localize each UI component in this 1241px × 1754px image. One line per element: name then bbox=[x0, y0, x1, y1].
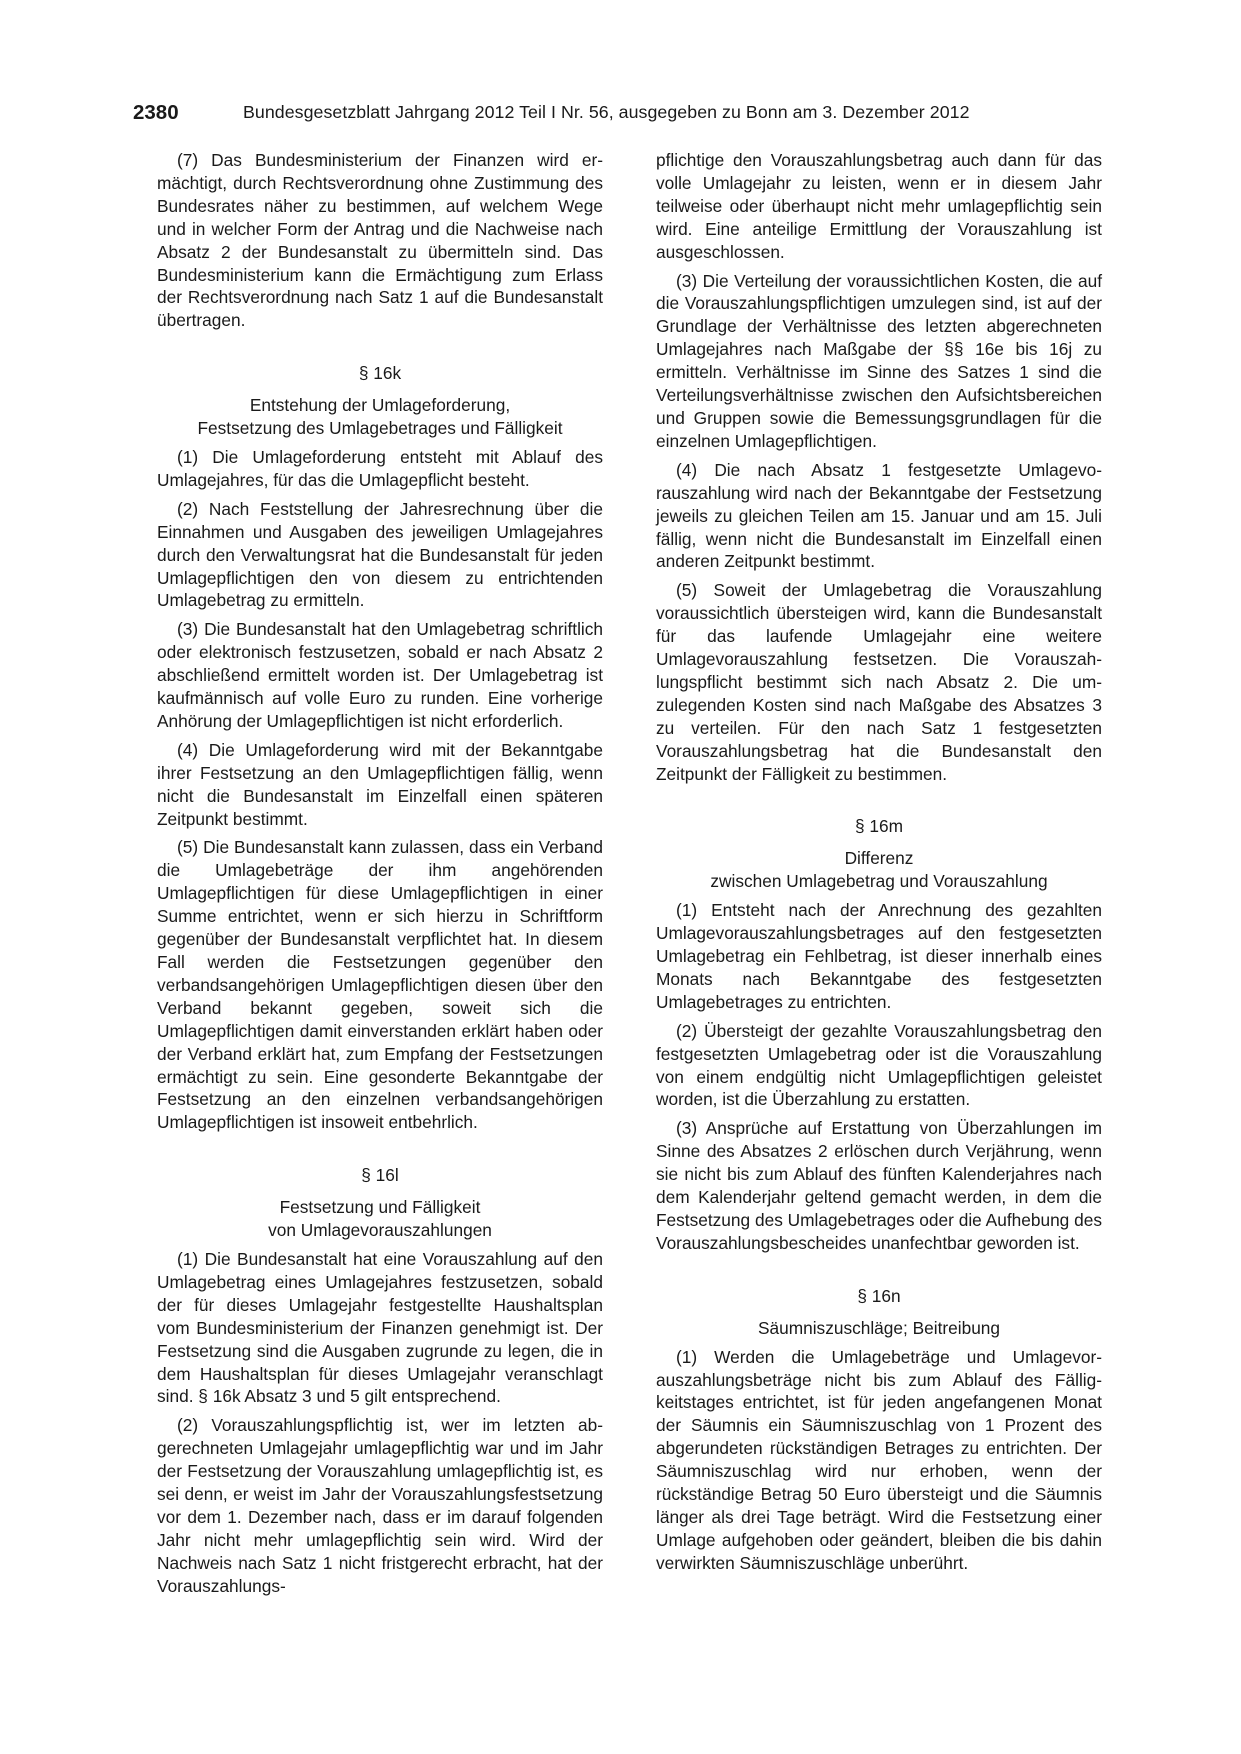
paragraph-16k-4: (4) Die Umlageforderung wird mit der Bekanntgabe ihrer Festsetzung an den Umlagepflichtigen fällig, wenn nicht die Bundesanstalt im Einzelfall einen späteren Zeitpunkt bestimmt. bbox=[157, 739, 603, 829]
page-header bbox=[133, 101, 1013, 131]
section-heading-16n: § 16n bbox=[857, 1285, 901, 1306]
paragraph-16l-1: (1) Die Bundesanstalt hat eine Vorauszahlung auf den Umlagebetrag eines Umlagejahres festzusetzen, sobald der für dieses Umlagejahr festgestellte Haushaltsplan vom Bundesministerium der Finanzen genehmigt ist. Der Festsetzung sind die Ausgaben zugrunde zu legen, die in dem Haushaltsplan für dieses Umlagejahr veranschlagt sind. § 16k Absatz 3 und 5 gilt entsprechend. bbox=[157, 1248, 603, 1407]
section-title-16n: Säumniszuschläge; Beitreibung bbox=[757, 1317, 1001, 1338]
section-title-16l-line-1: Festsetzung und Fälligkeit bbox=[279, 1197, 481, 1218]
paragraph-16k-1: (1) Die Umlageforderung entsteht mit Ablauf des Umlagejahres, für das die Umlagepflicht besteht. bbox=[157, 446, 603, 490]
running-title: Bundesgesetzblatt Jahrgang 2012 Teil I Nr. 56, ausgegeben zu Bonn am 3. Dezember 2012 bbox=[243, 102, 970, 122]
paragraph-16j-7: (7) Das Bundesministerium der Finanzen wird ermächtigt, durch Rechtsverordnung ohne Zustimmung des Bundesrates näher zu bestimmen, auf welchem Wege und in welcher Form der Antrag und die Nachweise nach Absatz 2 der Bundesanstalt zu übermitteln sind. Das Bundesministerium kann die Ermächtigung zum Erlass der Rechtsverordnung nach Satz 1 auf die Bundesanstalt übertragen. bbox=[157, 150, 603, 331]
section-title-16l-line-2: von Umlagevorauszahlungen bbox=[268, 1220, 492, 1241]
section-title-16k-line-1: Entstehung der Umlageforderung, bbox=[249, 395, 511, 416]
paragraph-16k-2: (2) Nach Feststellung der Jahresrechnung über die Einnahmen und Ausgaben des jeweiligen Umlagejahres durch den Verwaltungsrat hat die Bundesanstalt für jeden Umlagepflichtigen den von diesem zu entrichtenden Umlagebetrag zu ermitteln. bbox=[157, 498, 603, 611]
section-title-16m-line-1: Differenz bbox=[844, 848, 914, 869]
paragraph-16l-4: (4) Die nach Absatz 1 festgesetzte Umlagevorauszahlung wird nach der Bekanntgabe der Festsetzung jeweils zu gleichen Teilen am 15. Januar und am 15. Juli fällig, wenn nicht die Bundesanstalt im Einzelfall einen anderen Zeitpunkt bestimmt. bbox=[656, 459, 1102, 572]
section-title-16k-line-2: Festsetzung des Umlagebetrages und Fälligkeit bbox=[197, 418, 563, 439]
section-heading-16k: § 16k bbox=[358, 363, 402, 384]
paragraph-16l-2: (2) Vorauszahlungspflichtig ist, wer im letzten abgerechneten Umlagejahr umlagepflichtig war und im Jahr der Festsetzung der Vorauszahlung umlagepflichtig ist, es sei denn, er weist im Jahr der Vorauszahlungsfestsetzung vor dem 1. Dezember nach, dass er im darauf folgenden Jahr nicht mehr umlagepflichtig sein wird. Wird der Nachweis nach Satz 1 nicht fristgerecht erbracht, hat der Vorauszahlungs- bbox=[157, 1415, 603, 1596]
section-title-16l bbox=[157, 1196, 603, 1242]
paragraph-16l-5: (5) Soweit der Umlagebetrag die Vorauszahlung voraussichtlich übersteigen wird, kann die Bundesanstalt für das laufende Umlagejahr eine weitere Umlagevorauszahlung festsetzen. Die Vorauszahlungspflicht bestimmt sich nach Absatz 2. Die umzulegenden Kosten sind nach Maßgabe des Absatzes 3 zu verteilen. Für den nach Satz 1 festgesetzten Vorauszahlungsbetrag hat die Bundesanstalt den Zeitpunkt der Fälligkeit zu bestimmen. bbox=[656, 580, 1102, 784]
paragraph-16m-1: (1) Entsteht nach der Anrechnung des gezahlten Umlagevorauszahlungsbetrages auf den festgesetzten Umlagebetrag ein Fehlbetrag, ist dieser innerhalb eines Monats nach Bekanntgabe des festgesetzten Umlagebetrages zu entrichten. bbox=[656, 900, 1102, 1012]
paragraph-16k-5: (5) Die Bundesanstalt kann zulassen, dass ein Verband die Umlagebeträge der ihm angehörenden Umlagepflichtigen für diese Umlagepflichtigen in einer Summe entrichtet, wenn er sich hierzu in Schriftform gegenüber der Bundesanstalt verpflichtet hat. In diesem Fall werden die Festsetzungen gegenüber den verbandsangehörigen Umlagepflichtigen diesen über den Verband bekannt gegeben, soweit sich die Umlagepflichtigen damit einverstanden erklärt haben oder der Verband erklärt hat, zum Empfang der Festsetzungen ermächtigt zu sein. Eine gesonderte Bekanntgabe der Festsetzung an den einzelnen verbandsangehörigen Umlagepflichtigen ist insoweit entbehrlich. bbox=[157, 837, 603, 1133]
paragraph-16m-2: (2) Übersteigt der gezahlte Vorauszahlungsbetrag den festgesetzten Umlagebetrag oder ist die Vorauszahlung von einem endgültig nicht Umlagepflichtigen geleistet worden, ist die Überzahlung zu erstatten. bbox=[656, 1020, 1102, 1110]
section-heading-16l: § 16l bbox=[361, 1165, 399, 1186]
paragraph-16m-3: (3) Ansprüche auf Erstattung von Überzahlungen im Sinne des Absatzes 2 erlöschen durch Verjährung, wenn sie nicht bis zum Ablauf des fünften Kalenderjahres nach dem Kalenderjahr geltend gemacht werden, in dem die Festsetzung des Umlagebetrages oder die Aufhebung des Vorauszahlungsbescheides unanfechtbar geworden ist. bbox=[656, 1118, 1102, 1253]
right-column bbox=[656, 149, 1102, 1581]
section-heading-16m: § 16m bbox=[854, 816, 904, 837]
paragraph-16l-2-continued: pflichtige den Vorauszahlungsbetrag auch dann für das volle Umlagejahr zu leisten, wenn er in diesem Jahr teilweise oder überhaupt nicht mehr umlagepflichtig sein wird. Eine anteilige Ermittlung der Vorauszahlung ist ausgeschlossen. bbox=[656, 150, 1102, 262]
paragraph-16k-3: (3) Die Bundesanstalt hat den Umlagebetrag schriftlich oder elektronisch festzusetzen, sobald er nach Absatz 2 abschließend ermittelt worden ist. Der Umlagebetrag ist kaufmännisch auf volle Euro zu runden. Eine vorherige Anhörung der Umlagepflichtigen ist nicht erforderlich. bbox=[157, 619, 603, 731]
paragraph-16l-3: (3) Die Verteilung der voraussichtlichen Kosten, die auf die Vorauszahlungspflichtigen umzulegen sind, ist auf der Grundlage der Verhältnisse des letzten abgerechneten Umlagejahres nach Maßgabe der §§ 16e bis 16j zu ermitteln. Verhältnisse im Sinne des Satzes 1 sind die Verteilungsverhältnisse zwischen den Aufsichtsbereichen und Gruppen sowie die Bemessungsgrundlagen für die einzelnen Umlagepflichtigen. bbox=[656, 270, 1102, 451]
paragraph-16n-1: (1) Werden die Umlagebeträge und Umlagevorauszahlungsbeträge nicht bis zum Ablauf des Fälligkeitstages entrichtet, ist für jeden angefangenen Monat der Säumnis ein Säumniszuschlag von 1 Prozent des abgerundeten rückständigen Betrages zu entrichten. Der Säumniszuschlag wird nur erhoben, wenn der rückständige Betrag 50 Euro übersteigt und die Säumnis länger als drei Tage beträgt. Wird die Festsetzung einer Umlage aufgehoben oder geändert, bleiben die bis dahin verwirkten Säumniszuschläge unberührt. bbox=[656, 1346, 1102, 1573]
page-number: 2380 bbox=[133, 101, 179, 124]
section-title-16m-line-2: zwischen Umlagebetrag und Vorauszahlung bbox=[710, 871, 1048, 892]
section-title-16k bbox=[157, 394, 603, 440]
left-column bbox=[157, 149, 603, 1604]
section-title-16m bbox=[656, 847, 1102, 893]
